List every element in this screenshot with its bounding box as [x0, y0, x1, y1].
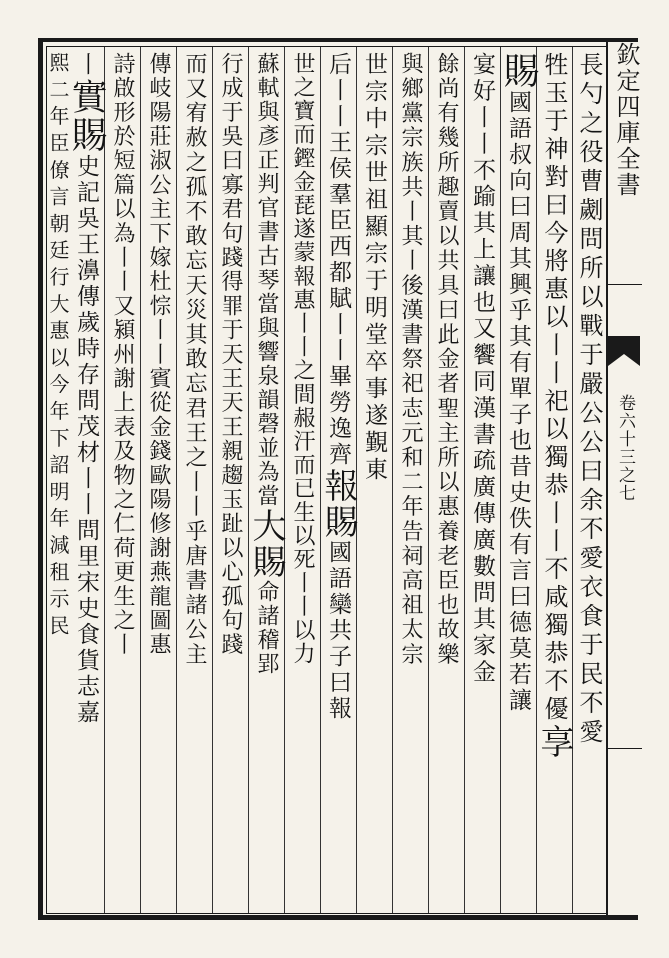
column-text: 傳岐陽莊淑公主下嫁杜悰丨丨賓從金錢歐陽修謝燕龍圖惠: [146, 52, 171, 657]
text-column: [428, 52, 464, 912]
text-column: [284, 52, 320, 912]
center-fold: [606, 38, 640, 920]
column-text: 蘇軾與彥正判官書古琴當與響泉韻磬並為當: [254, 52, 279, 508]
text-column: [464, 52, 500, 912]
juan-number: 卷六十三之七: [615, 394, 635, 502]
column-text: 餘尚有幾所趣賣以共具曰此金者聖主所以惠養老臣也故樂: [434, 52, 459, 667]
column-text: 而又宥赦之孤不敢忘天災其敢忘君王之丨丨乎唐書諸公主: [182, 52, 207, 667]
column-text: 生以死丨丨以力: [290, 500, 315, 666]
text-column: [66, 52, 107, 912]
text-column: [392, 52, 428, 912]
fishtail-mark: [608, 336, 640, 366]
column-text: 世之寶而鏗金琵遂蒙報惠丨丨之間赧汗而已: [290, 52, 315, 501]
fold-rule-top: [608, 284, 642, 285]
text-column: [176, 52, 212, 912]
column-text: 史記吳王濞傳歲時存問茂材丨丨問里宋史食貨志嘉: [73, 154, 99, 726]
text-column: [498, 52, 539, 912]
entry-heading: 實賜: [66, 78, 107, 154]
column-text: 丨: [73, 52, 99, 78]
text-column: [140, 52, 176, 912]
column-text: 長勺之役曹劌問所以戰于嚴公公曰余不愛衣食于民不愛: [575, 52, 603, 748]
text-column: [47, 52, 68, 912]
text-column: [104, 52, 140, 912]
column-text: 國語叔向曰周其興乎其有單子也昔史佚有言曰德莫若讓: [505, 90, 531, 714]
column-text: 熙二年臣僚言朝廷行大惠以今年下詔明年減租示民: [46, 52, 70, 642]
column-text: 國語欒共子曰報: [325, 540, 351, 722]
text-column: [320, 52, 356, 912]
column-text: 宴好丨丨不踰其上讓也又饗同漢書疏廣傳廣數問其家金: [469, 52, 495, 686]
column-text: 與鄉黨宗族共丨其丨後漢書祭祀志元和二年告祠高祖太宗: [398, 52, 423, 667]
entry-heading: 報賜: [318, 468, 358, 540]
entry-heading: 大賜: [246, 508, 286, 580]
column-text: 世宗中宗世祖顯宗于明堂卒事遂覲東: [361, 52, 387, 484]
column-text: 牲玉于神對曰今將惠以丨丨祀以獨恭丨丨不咸獨恭不優: [540, 52, 568, 724]
text-column: [248, 52, 284, 912]
column-text: 詩啟形於短篇以為丨丨又潁州謝上表及物之仁荷更生之丨: [110, 52, 135, 657]
fold-rule-bottom: [608, 748, 642, 749]
column-text: 命諸稽郢: [254, 580, 279, 676]
entry-heading: 賜: [498, 52, 539, 90]
book-title: 欽定四庫全書: [612, 42, 640, 198]
text-column: [356, 52, 392, 912]
text-column: [536, 52, 572, 912]
entry-heading: 享: [534, 724, 574, 760]
column-text: 行成于吳曰寡君句踐得罪于天王天王親趨玉趾以心孤句踐: [218, 52, 243, 657]
column-text: 后丨丨王侯羣臣西都賦丨丨畢勞逸齊: [325, 52, 351, 468]
text-column: [572, 52, 606, 912]
text-column: [212, 52, 248, 912]
